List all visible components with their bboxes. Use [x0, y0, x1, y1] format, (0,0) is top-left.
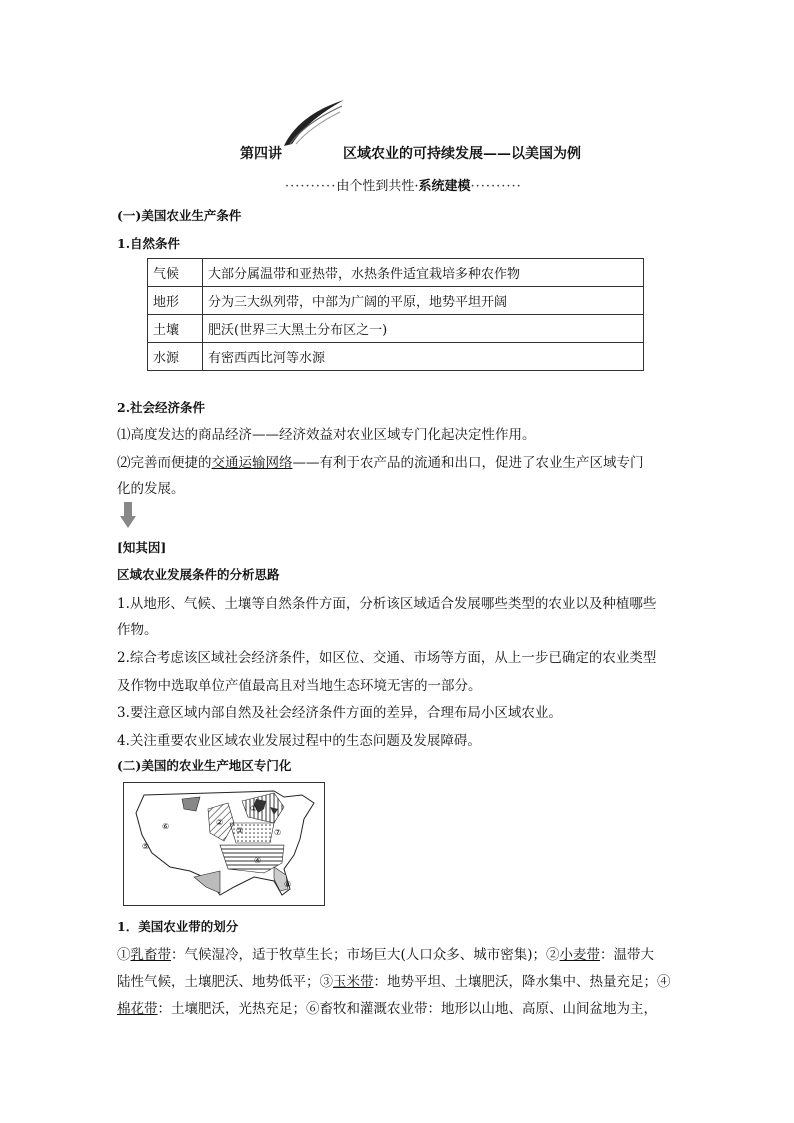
section1-heading: (一)美国农业生产条件: [117, 208, 242, 223]
belt-line-1: [117, 943, 654, 963]
table-key: 水源: [148, 343, 203, 371]
header-swoosh-logo: [282, 98, 346, 148]
map-label: ①: [250, 804, 258, 813]
social-point-2-pre: ⑵完善而便捷的: [117, 455, 212, 471]
subtitle-dots-left: ··········: [285, 179, 337, 194]
belt-text: 陆性气候，土壤肥沃、地势低平；③: [117, 974, 333, 990]
belt-name: 小麦带: [559, 947, 601, 963]
table-key: 土壤: [148, 315, 203, 343]
map-label: ⑧: [284, 880, 292, 889]
know-point-2-cont: 及作物中选取单位产值最高且对当地生态环境无害的一部分。: [117, 678, 482, 694]
belt-heading: 1．美国农业带的划分: [117, 919, 239, 934]
us-agriculture-map: [123, 782, 325, 906]
natural-conditions-heading: 1.自然条件: [117, 236, 181, 251]
know-point-1: 1.从地形、气候、土壤等自然条件方面，分析该区域适合发展哪些类型的农业以及种植哪些: [117, 596, 657, 612]
subtitle-plain: 由个性到共性·: [336, 179, 419, 194]
social-point-2-underlined: 交通运输网络: [211, 455, 293, 471]
table-row: [148, 343, 644, 371]
belt-name: 乳畜带: [130, 947, 171, 963]
lecture-number: 第四讲: [240, 146, 282, 162]
section2-heading: (二)美国的农业生产地区专门化: [117, 758, 292, 773]
know-label: [知其因]: [117, 540, 167, 555]
table-value: 有密西西比河等水源: [203, 343, 644, 371]
subtitle-bold: 系统建模: [418, 179, 471, 194]
table-row: [148, 259, 644, 287]
belt-text: ：气候湿冷，适于牧草生长；市场巨大(人口众多、城市密集)；②: [171, 947, 560, 963]
belt-line-3: [117, 997, 657, 1017]
table-key: 地形: [148, 287, 203, 315]
map-label: ⑥: [162, 822, 170, 831]
section-subtitle: [285, 175, 522, 194]
table-value: 大部分属温带和亚热带，水热条件适宜栽培多种农作物: [203, 259, 644, 287]
know-point-3: 3.要注意区域内部自然及社会经济条件方面的差异，合理布局小区域农业。: [117, 705, 562, 721]
belt-text: ：温带大: [600, 947, 655, 963]
table-row: [148, 287, 644, 315]
belt-text: ：土壤肥沃，光热充足；⑥畜牧和灌溉农业带：地形以山地、高原、山间盆地为主，: [157, 1001, 657, 1017]
map-label: ②: [216, 818, 224, 827]
social-conditions-heading: 2.社会经济条件: [117, 400, 206, 415]
down-arrow-icon: [120, 502, 136, 528]
social-point-1: ⑴高度发达的商品经济——经济效益对农业区域专门化起决定性作用。: [117, 427, 536, 443]
map-label: ⑤: [142, 842, 150, 851]
know-point-4: 4.关注重要农业区域农业发展过程中的生态问题及发展障碍。: [117, 733, 481, 749]
map-label: ④: [254, 856, 262, 865]
know-point-2: 2.综合考虑该区域社会经济条件，如区位、交通、市场等方面，从上一步已确定的农业类型: [117, 650, 657, 666]
know-heading: 区域农业发展条件的分析思路: [117, 567, 280, 582]
table-key: 气候: [148, 259, 203, 287]
table-value: 肥沃(世界三大黑土分布区之一): [203, 315, 644, 343]
social-point-2-post: ——有利于农产品的流通和出口，促进了农业生产区域专门: [292, 455, 644, 471]
know-point-1-cont: 作物。: [117, 622, 158, 638]
belt-line-2: [117, 970, 671, 990]
social-point-2: [117, 451, 644, 471]
social-point-2-cont: 化的发展。: [117, 481, 185, 497]
page-title: 区域农业的可持续发展——以美国为例: [343, 146, 581, 162]
belt-name: 棉花带: [117, 1001, 158, 1017]
map-label: ⑦: [274, 828, 282, 837]
belt-name: 玉米带: [333, 974, 374, 990]
belt-text: ：地势平坦、土壤肥沃，降水集中、热量充足；④: [373, 974, 671, 990]
belt-text: ①: [117, 947, 131, 963]
table-row: [148, 315, 644, 343]
natural-conditions-table: [147, 258, 644, 371]
table-value: 分为三大纵列带，中部为广阔的平原，地势平坦开阔: [203, 287, 644, 315]
subtitle-dots-right: ··········: [470, 179, 522, 194]
map-label: ③: [236, 826, 244, 835]
